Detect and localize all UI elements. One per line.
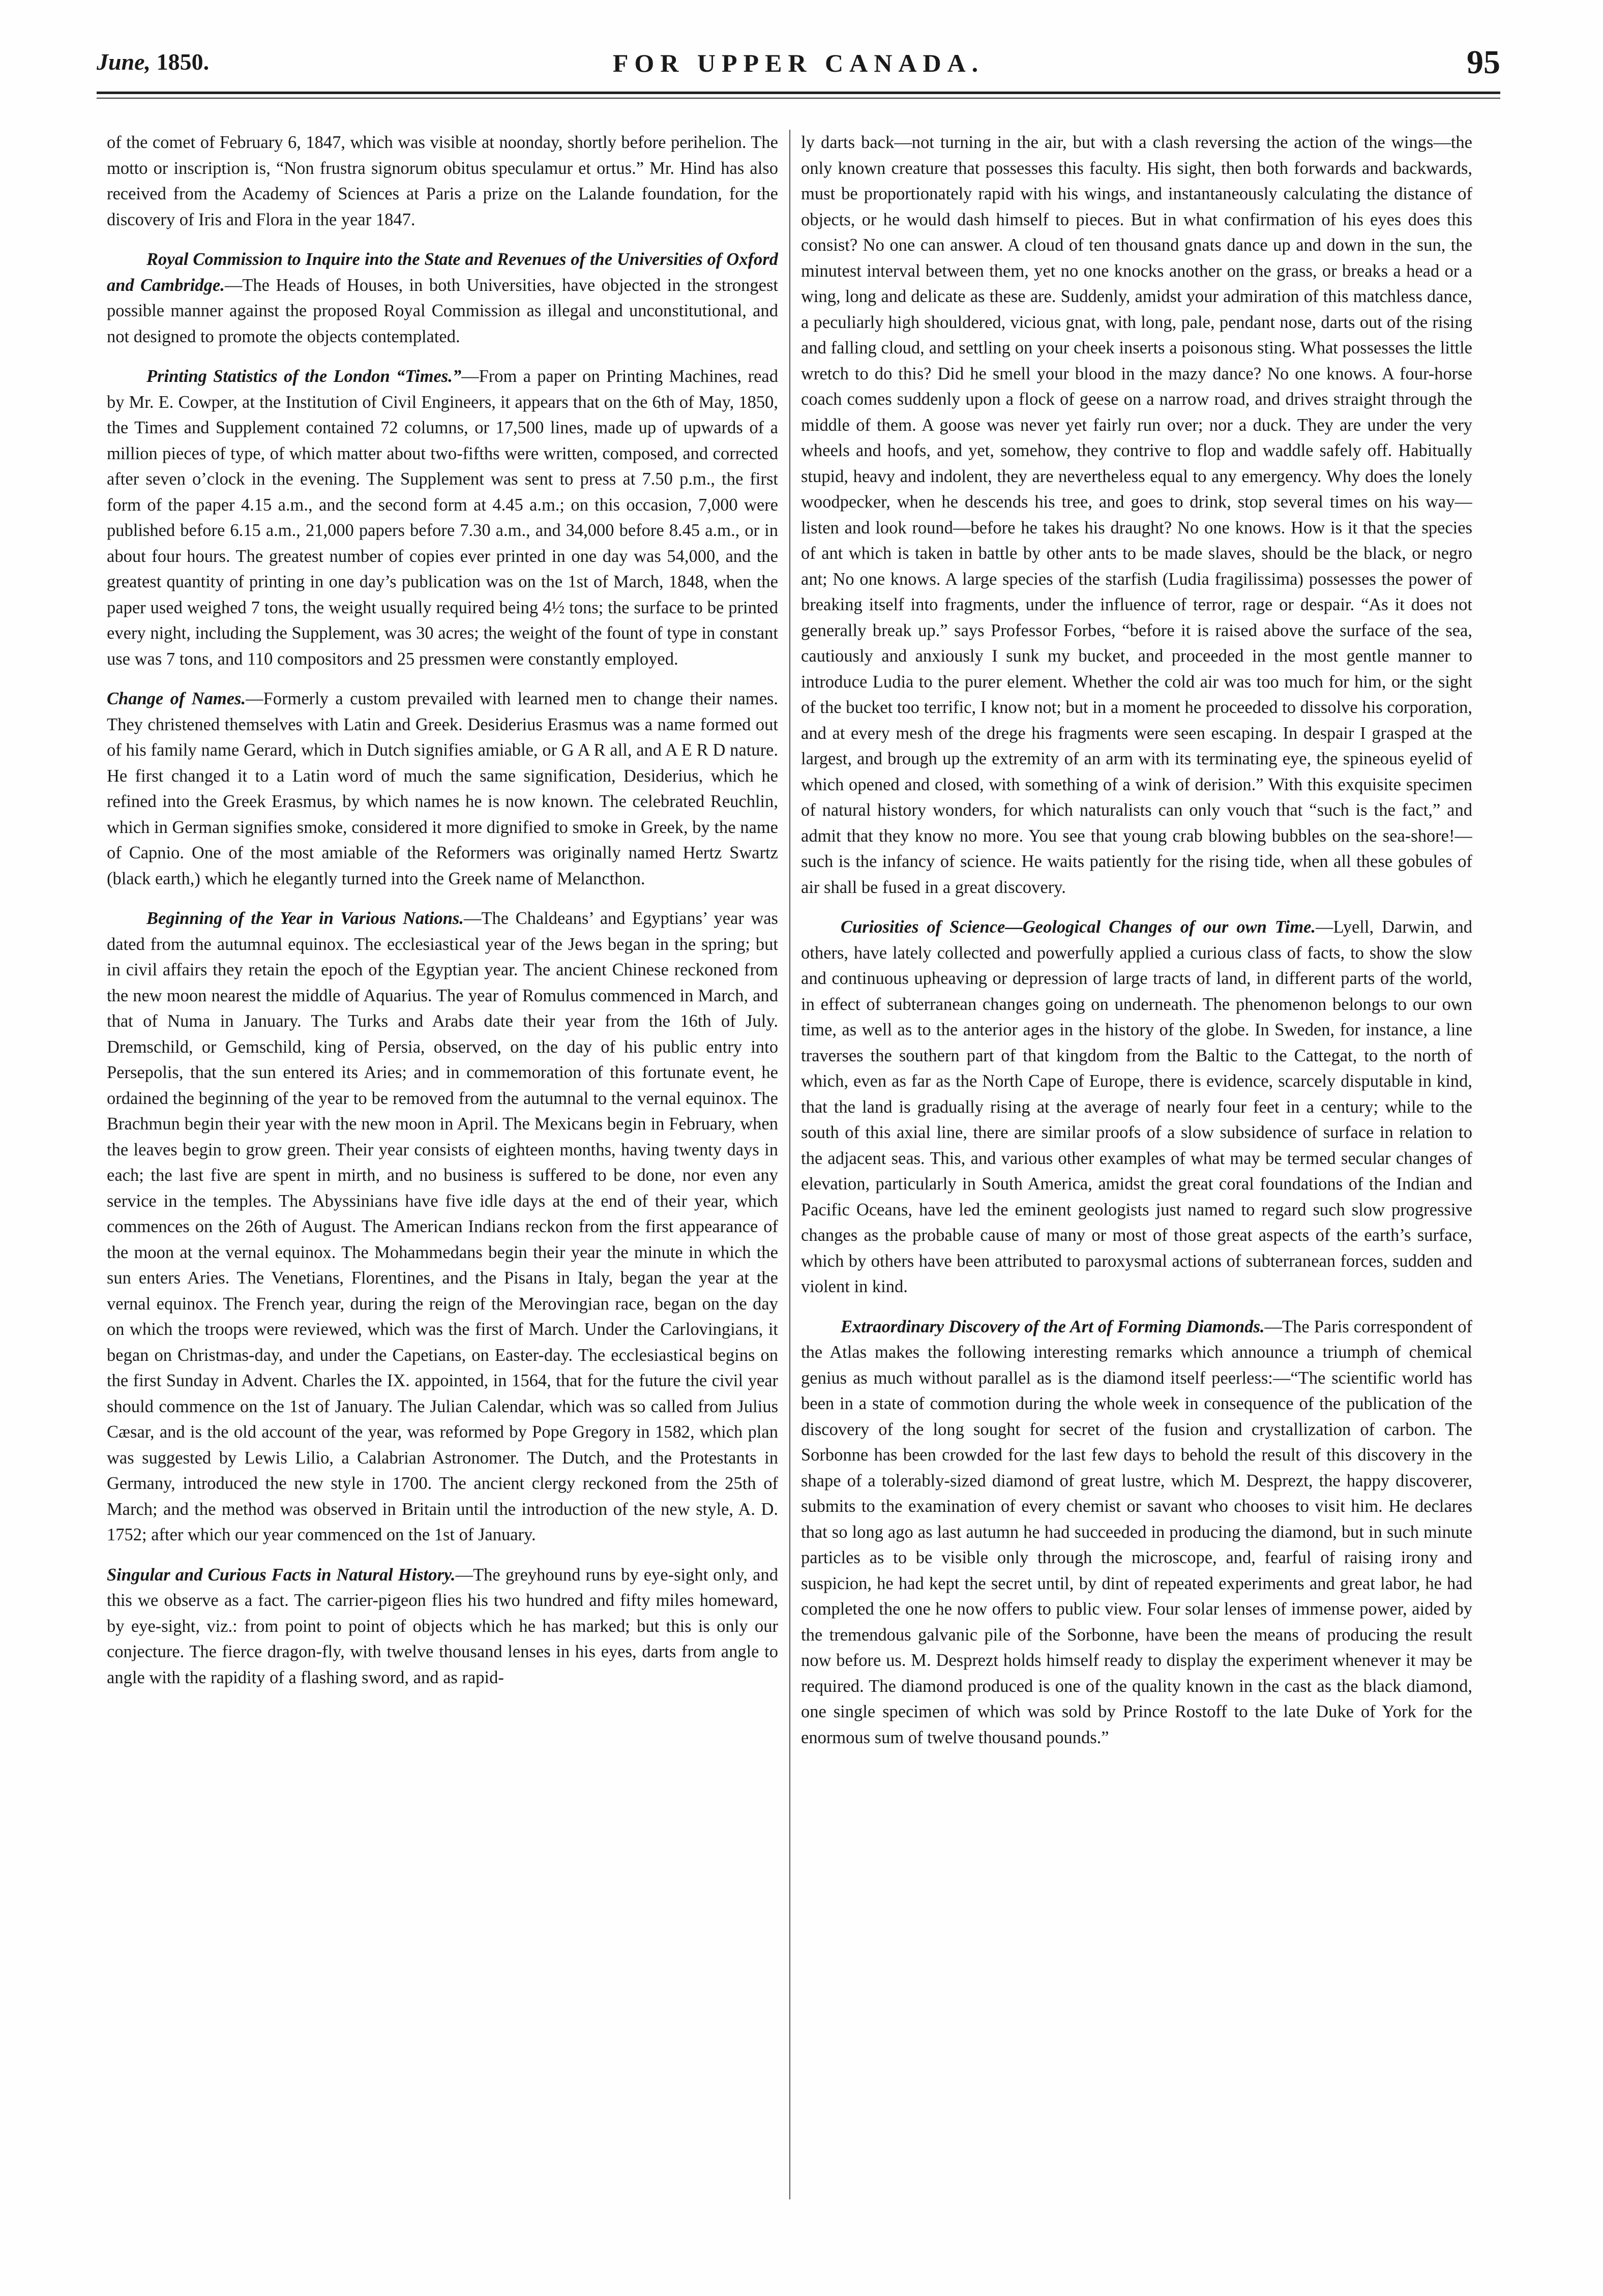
article-paragraph xyxy=(107,686,778,891)
article-body: —The Paris correspondent of the Atlas makes the following interesting remarks which announce a triumph of chemical genius as much without parallel as is the diamond itself peerless:—“The scientific world has been in a state of commotion during the whole week in consequence of the publication of the discovery of the long sought for secret of the fusion and crystallization of carbon. The Sorbonne has been crowded for the last few days to behold the result of this discovery in the shape of a tolerably-sized diamond of great lustre, which M. Desprezt, the happy discoverer, submits to the examination of every chemist or savant who chooses to visit him. He declares that so long ago as last autumn he had succeeded in producing the diamond, but in such minute particles as to be visible only through the microscope, and, fearful of raising irony and suspicion, he had kept the secret until, by dint of repeated experiments and great labor, he had completed the one he now offers to public view. Four solar lenses of immense power, aided by the tremendous galvanic pile of the Sorbonne, have been the means of producing the result now before us. M. Desprezt holds himself ready to display the experiment whenever it may be required. The diamond produced is one of the quality known in the cast as the black diamond, one single specimen of which was sold by Prince Rostoff to the late Duke of York for the enormous sum of twelve thousand pounds.” xyxy=(801,1317,1472,1747)
article-paragraph xyxy=(107,906,778,1548)
right-column xyxy=(801,130,1472,2255)
article-heading: Beginning of the Year in Various Nations. xyxy=(146,909,464,928)
article-body: —From a paper on Printing Machines, read by Mr. E. Cowper, at the Institution of Civil Engineers, it appears that on the 6th of May, 1850, the Times and Supplement contained 72 columns, or 17,500 lines, made up of upwards of a million pieces of type, of which matter about two-fifths were written, composed, and corrected after seven o’clock in the evening. The Supplement was sent to press at 7.50 p.m., the first form of the paper 4.15 a.m., and the second form at 4.45 a.m.; on this occasion, 7,000 were published before 6.15 a.m., 21,000 papers before 7.30 a.m., and 34,000 before 8.45 a.m., or in about four hours. The greatest number of copies ever printed in one day was 54,000, and the greatest quantity of printing in one day’s publication was on the 1st of March, 1848, when the paper used weighed 7 tons, the weight usually required being 4½ tons; the surface to be printed every night, including the Supplement, was 30 acres; the weight of the fount of type in constant use was 7 tons, and 110 compositors and 25 pressmen were constantly employed. xyxy=(107,367,778,669)
running-title: FOR UPPER CANADA. xyxy=(612,49,985,77)
article-heading: Singular and Curious Facts in Natural History. xyxy=(107,1565,456,1585)
article-body: ly darts back—not turning in the air, but with a clash reversing the action of the wings—the only known creature that possesses this faculty. His sight, then both forwards and backwards, must be proportionately rapid with his wings, and instantaneously calculating the distance of objects, or he would dash himself to pieces. But in what confirmation of his eyes does this consist? No one can answer. A cloud of ten thousand gnats dance up and down in the sun, the minutest interval between them, yet no one knocks another on the grass, or breaks a head or a wing, long and delicate as these are. Suddenly, amidst your admiration of this matchless dance, a peculiarly high shouldered, vicious gnat, with long, pale, pendant nose, darts out of the rising and falling cloud, and settling on your cheek inserts a poisonous sting. What possesses the little wretch to do this? Did he smell your blood in the mazy dance? No one knows. A four-horse coach comes suddenly upon a flock of geese on a narrow road, and drives straight through the middle of them. A goose was never yet fairly run over; nor a duck. They are under the very wheels and hoofs, and yet, somehow, they contrive to flop and waddle safely off. Habitually stupid, heavy and indolent, they are nevertheless equal to any emergency. Why does the lonely woodpecker, when he descends his tree, and goes to drink, stop several times on his way—listen and look round—before he takes his draught? No one knows. How is it that the species of ant which is taken in battle by other ants to be made slaves, should be the black, or negro ant; No one knows. A large species of the starfish (Ludia fragilissima) possesses the power of breaking itself into fragments, under the influence of terror, rage or despair. “As it does not generally break up.” says Professor Forbes, “before it is raised above the surface of the sea, cautiously and anxiously I sunk my bucket, and proceeded in the most gentle manner to introduce Ludia to the purer element. Whether the cold air was too much for him, or the sight of the bucket too terrific, I know not; but in a moment he proceeded to dissolve his corporation, and at every mesh of the drege his fragments were seen escaping. In despair I grasped at the largest, and brough up the extremity of an arm with its terminating eye, the spineous eyelid of which opened and closed, with something of a wink of derision.” With this exquisite specimen of natural history wonders, for which naturalists can only vouch that “such is the fact,” and admit that they know no more. You see that young crab blowing bubbles on the sea-shore!—such is the infancy of science. He waits patiently for the rising tide, when all these gobules of air shall be fused in a great discovery. xyxy=(801,133,1472,897)
column-divider xyxy=(789,130,790,2199)
article-paragraph xyxy=(107,130,778,232)
article-body: —Formerly a custom prevailed with learned men to change their names. They christened themselves with Latin and Greek. Desiderius Erasmus was a name formed out of his family name Gerard, which in Dutch signifies amiable, or G A R all, and A E R D nature. He first changed it to a Latin word of much the same signification, Desiderius, which he refined into the Greek Erasmus, by which names he is now known. The celebrated Reuchlin, which in German signifies smoke, considered it more dignified to smoke in Greek, by the name of Capnio. One of the most amiable of the Reformers was originally named Hertz Swartz (black earth,) which he elegantly turned into the Greek name of Melancthon. xyxy=(107,689,778,888)
page-header xyxy=(97,44,1500,94)
article-heading: Royal Commission to Inquire into the State and Revenues of the Universities of Oxford and Cambridge. xyxy=(107,250,778,295)
article-paragraph xyxy=(801,914,1472,1300)
page-number: 95 xyxy=(1467,44,1500,81)
article-body: —The greyhound runs by eye-sight only, and this we observe as a fact. The carrier-pigeon flies his two hundred and fifty miles homeward, by eye-sight, viz.: from point to point of objects which he has marked; but this is only our conjecture. The fierce dragon-fly, with twelve thousand lenses in his eyes, darts from angle to angle with the rapidity of a flashing sword, and as rapid- xyxy=(107,1565,778,1687)
article-body: —Lyell, Darwin, and others, have lately collected and powerfully applied a curious class of facts, to show the slow and continuous upheaving or depression of large tracts of land, in different parts of the world, in effect of subterranean changes going on underneath. The phenomenon belongs to our own time, as well as to the anterior ages in the history of the globe. In Sweden, for instance, a line traverses the southern part of that kingdom from the Baltic to the Cattegat, to the north of which, even as far as the North Cape of Europe, there is evidence, scarcely disputable in kind, that the land is gradually rising at the average of nearly four feet in a century; while to the south of this axial line, there are similar proofs of a slow subsidence of surface in relation to the adjacent seas. This, and various other examples of what may be termed secular changes of elevation, particularly in South America, amidst the great coral foundations of the Indian and Pacific Oceans, have led the eminent geologists just named to regard such slow progressive changes as the probable cause of many or most of those great aspects of the earth’s surface, which by others have been attributed to paroxysmal actions of subterranean forces, sudden and violent in kind. xyxy=(801,917,1472,1296)
header-rule-thin xyxy=(97,98,1500,99)
article-paragraph xyxy=(801,130,1472,900)
article-heading: Change of Names. xyxy=(107,689,246,708)
article-body: —The Chaldeans’ and Egyptians’ year was dated from the autumnal equinox. The ecclesiastical year of the Jews began in the spring; but in civil affairs they retain the epoch of the Egyptian year. The ancient Chinese reckoned from the new moon nearest the middle of Aquarius. The year of Romulus commenced in March, and that of Numa in January. The Turks and Arabs date their year from the 16th of July. Dremschild, or Gemschild, king of Persia, observed, on the day of his public entry into Persepolis, that the sun entered its Aries; and in commemoration of this fortunate event, he ordained the beginning of the year to be removed from the autumnal to the vernal equinox. The Brachmun begin their year with the new moon in April. The Mexicans begin in February, when the leaves begin to grow green. Their year consists of eighteen months, having twenty days in each; the last five are spent in mirth, and no business is suffered to be done, nor even any service in the temples. The Abyssinians have five idle days at the end of their year, which commences on the 26th of August. The American Indians reckon from the first appearance of the moon at the vernal equinox. The Mohammedans begin their year the minute in which the sun enters Aries. The Venetians, Florentines, and the Pisans in Italy, began the year at the vernal equinox. The French year, during the reign of the Merovingian race, began on the day on which the troops were reviewed, which was the first of March. Under the Carlovingians, it began on Christmas-day, and under the Capetians, on Easter-day. The ecclesiastical begins on the first Sunday in Advent. Charles the IX. appointed, in 1564, that for the future the civil year should commence on the 1st of January. The Julian Calendar, which was so called from Julius Cæsar, and is the old account of the year, was reformed by Pope Gregory in 1582, which plan was suggested by Lewis Lilio, a Calabrian Astronomer. The Dutch, and the Protestants in Germany, introduced the new style in 1700. The ancient clergy reckoned from the 25th of March; and the method was observed in Britain until the introduction of the new style, A. D. 1752; after which our year commenced on the 1st of January. xyxy=(107,909,778,1544)
issue-month: June, xyxy=(97,49,151,75)
article-paragraph xyxy=(801,1314,1472,1751)
left-column xyxy=(107,130,778,2255)
header-rule xyxy=(97,92,1500,94)
article-body: of the comet of February 6, 1847, which was visible at noonday, shortly before perihelion. The motto or inscription is, “Non frustra signorum obitus speculamur et ortus.” Mr. Hind has also received from the Academy of Sciences at Paris a prize on the Lalande foundation, for the discovery of Iris and Flora in the year 1847. xyxy=(107,133,778,229)
issue-year: 1850. xyxy=(156,49,210,75)
article-heading: Curiosities of Science—Geological Changes of our own Time. xyxy=(841,917,1316,937)
article-body: —The Heads of Houses, in both Universities, have objected in the strongest possible manner against the proposed Royal Commission as illegal and unconstitutional, and not designed to promote the objects contemplated. xyxy=(107,275,778,346)
article-paragraph xyxy=(107,1562,778,1691)
article-heading: Extraordinary Discovery of the Art of Forming Diamonds. xyxy=(841,1317,1265,1336)
article-paragraph xyxy=(107,364,778,672)
article-heading: Printing Statistics of the London “Times.” xyxy=(146,367,462,386)
article-paragraph xyxy=(107,247,778,349)
